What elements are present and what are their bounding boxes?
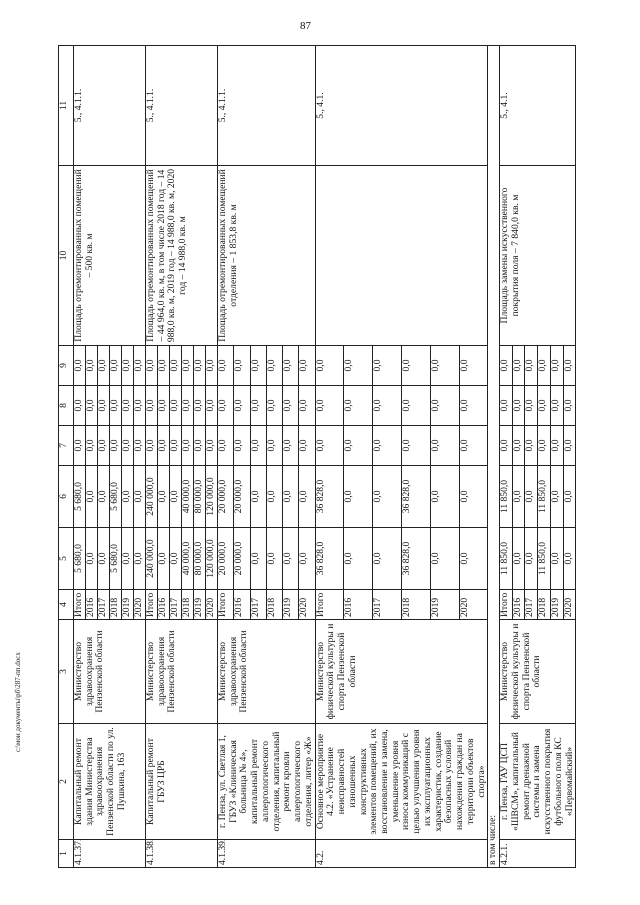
row-number: 4.1.37.	[74, 840, 146, 868]
amount-cell: 0,0	[538, 386, 551, 426]
amount-cell: 0,0	[266, 426, 282, 466]
year-cell: 2018	[401, 590, 430, 620]
year-cell: 2019	[283, 590, 299, 620]
amount-cell: 0,0	[373, 386, 402, 426]
amount-cell: 0,0	[401, 346, 430, 386]
amount-cell: 0,0	[315, 346, 344, 386]
indicator: Площадь отремонтированных помещений отделения – 1 853,8 кв. м	[218, 166, 316, 346]
amount-cell: 40 000,0	[182, 528, 194, 590]
amount-cell: 0,0	[170, 346, 182, 386]
year-cell: 2020	[299, 590, 315, 620]
year-cell: 2019	[430, 590, 459, 620]
amount-cell: 0,0	[170, 386, 182, 426]
amount-cell: 0,0	[401, 386, 430, 426]
amount-cell: 0,0	[158, 426, 170, 466]
year-cell: Итого	[500, 590, 513, 620]
amount-cell: 0,0	[122, 466, 134, 528]
amount-cell: 0,0	[344, 426, 373, 466]
amount-cell: 0,0	[538, 426, 551, 466]
amount-cell: 0,0	[194, 386, 206, 426]
amount-cell: 0,0	[512, 466, 525, 528]
amount-cell: 0,0	[299, 426, 315, 466]
row-number: 4.2.1.	[500, 840, 576, 868]
amount-cell: 0,0	[266, 528, 282, 590]
amount-cell: 0,0	[525, 466, 538, 528]
year-cell: 2016	[512, 590, 525, 620]
year-cell: Итого	[146, 590, 158, 620]
executor: Министерство физической культуры и спорта Пензенской области	[500, 620, 576, 724]
reference: 5., 4.1.	[500, 46, 576, 166]
executor: Министерство здравоохранения Пензенской области	[74, 620, 146, 724]
reference: 5., 4.1.1.	[74, 46, 146, 166]
amount-cell: 0,0	[250, 426, 266, 466]
amount-cell: 0,0	[134, 346, 146, 386]
amount-cell: 0,0	[344, 466, 373, 528]
amount-cell: 240 000,0	[146, 528, 158, 590]
amount-cell: 0,0	[122, 426, 134, 466]
year-cell: 2018	[538, 590, 551, 620]
amount-cell: 0,0	[563, 528, 576, 590]
amount-cell: 0,0	[122, 386, 134, 426]
amount-cell: 5 680,0	[110, 466, 122, 528]
amount-cell: 0,0	[182, 426, 194, 466]
amount-cell: 0,0	[500, 386, 513, 426]
measure-name: Капитальный ремонт здания Министерства здравоохранения Пензенской области по ул. Пушкина, 163	[74, 724, 146, 840]
reference: 5., 4.1.	[315, 46, 488, 166]
amount-cell: 0,0	[234, 346, 250, 386]
column-header-10: 10	[59, 166, 74, 346]
amount-cell: 0,0	[218, 346, 234, 386]
amount-cell: 0,0	[430, 466, 459, 528]
amount-cell: 0,0	[459, 346, 488, 386]
amount-cell: 0,0	[134, 528, 146, 590]
amount-cell: 20 000,0	[234, 466, 250, 528]
amount-cell: 0,0	[194, 346, 206, 386]
amount-cell: 0,0	[86, 426, 98, 466]
amount-cell: 0,0	[170, 466, 182, 528]
amount-cell: 0,0	[110, 426, 122, 466]
year-cell: 2017	[250, 590, 266, 620]
amount-cell: 0,0	[299, 346, 315, 386]
row-number: 4.1.39.	[218, 840, 316, 868]
amount-cell: 0,0	[250, 528, 266, 590]
column-header-6: 6	[59, 466, 74, 528]
amount-cell: 0,0	[266, 386, 282, 426]
executor: Министерство здравоохранения Пензенской области	[146, 620, 218, 724]
program-measures-table	[58, 45, 576, 868]
year-cell: Итого	[218, 590, 234, 620]
amount-cell: 0,0	[158, 528, 170, 590]
amount-cell: 0,0	[373, 466, 402, 528]
amount-cell: 0,0	[283, 466, 299, 528]
amount-cell: 0,0	[512, 386, 525, 426]
reference: 5., 4.1.1.	[146, 46, 218, 166]
amount-cell: 0,0	[315, 386, 344, 426]
amount-cell: 0,0	[74, 346, 86, 386]
amount-cell: 0,0	[550, 528, 563, 590]
amount-cell: 0,0	[134, 466, 146, 528]
amount-cell: 5 680,0	[110, 528, 122, 590]
amount-cell: 0,0	[250, 386, 266, 426]
amount-cell: 0,0	[110, 346, 122, 386]
amount-cell: 0,0	[525, 386, 538, 426]
table-row	[74, 46, 86, 868]
amount-cell: 0,0	[134, 426, 146, 466]
amount-cell: 0,0	[512, 528, 525, 590]
file-path-footer: c:\мои документы\рб\287-пп.docx	[14, 652, 22, 752]
amount-cell: 120 000,0	[206, 528, 218, 590]
column-header-11: 11	[59, 46, 74, 166]
amount-cell: 0,0	[98, 426, 110, 466]
year-cell: 2016	[234, 590, 250, 620]
amount-cell: 0,0	[550, 466, 563, 528]
amount-cell: 0,0	[373, 528, 402, 590]
amount-cell: 0,0	[283, 386, 299, 426]
amount-cell: 0,0	[500, 426, 513, 466]
year-cell: 2019	[194, 590, 206, 620]
amount-cell: 0,0	[122, 346, 134, 386]
subtotal-label: в том числе:	[488, 46, 500, 868]
amount-cell: 0,0	[86, 346, 98, 386]
amount-cell: 0,0	[299, 386, 315, 426]
year-cell: 2019	[550, 590, 563, 620]
amount-cell: 5 680,0	[74, 466, 86, 528]
amount-cell: 0,0	[146, 426, 158, 466]
amount-cell: 0,0	[98, 466, 110, 528]
amount-cell: 36 828,0	[315, 528, 344, 590]
amount-cell: 0,0	[98, 346, 110, 386]
amount-cell: 36 828,0	[401, 528, 430, 590]
amount-cell: 0,0	[550, 386, 563, 426]
amount-cell: 11 850,0	[538, 466, 551, 528]
amount-cell: 0,0	[86, 466, 98, 528]
year-cell: 2018	[110, 590, 122, 620]
amount-cell: 0,0	[344, 346, 373, 386]
amount-cell: 0,0	[234, 386, 250, 426]
amount-cell: 0,0	[158, 346, 170, 386]
amount-cell: 0,0	[218, 386, 234, 426]
amount-cell: 36 828,0	[401, 466, 430, 528]
amount-cell: 0,0	[250, 466, 266, 528]
year-cell: 2016	[86, 590, 98, 620]
amount-cell: 120 000,0	[206, 466, 218, 528]
table-row	[500, 46, 513, 868]
subtotal-label-row	[488, 46, 500, 868]
amount-cell: 0,0	[74, 386, 86, 426]
amount-cell: 0,0	[315, 426, 344, 466]
year-cell: Итого	[74, 590, 86, 620]
amount-cell: 11 850,0	[538, 528, 551, 590]
amount-cell: 0,0	[299, 466, 315, 528]
amount-cell: 0,0	[512, 426, 525, 466]
amount-cell: 0,0	[283, 346, 299, 386]
year-cell: 2017	[373, 590, 402, 620]
amount-cell: 0,0	[512, 346, 525, 386]
amount-cell: 0,0	[194, 426, 206, 466]
amount-cell: 0,0	[266, 346, 282, 386]
column-header-5: 5	[59, 528, 74, 590]
amount-cell: 40 000,0	[182, 466, 194, 528]
amount-cell: 0,0	[401, 426, 430, 466]
amount-cell: 0,0	[182, 346, 194, 386]
amount-cell: 11 850,0	[500, 466, 513, 528]
indicator: Площадь замены искусственного покрытия поля – 7 840,0 кв. м	[500, 166, 576, 346]
table-row	[146, 46, 158, 868]
amount-cell: 0,0	[134, 386, 146, 426]
amount-cell: 0,0	[344, 528, 373, 590]
executor: Министерство здравоохранения Пензенской области	[218, 620, 316, 724]
amount-cell: 0,0	[158, 386, 170, 426]
amount-cell: 20 000,0	[234, 528, 250, 590]
amount-cell: 0,0	[459, 426, 488, 466]
amount-cell: 0,0	[110, 386, 122, 426]
amount-cell: 0,0	[182, 386, 194, 426]
amount-cell: 0,0	[430, 386, 459, 426]
column-header-1: 1	[59, 840, 74, 868]
amount-cell: 0,0	[563, 386, 576, 426]
amount-cell: 80 000,0	[194, 466, 206, 528]
amount-cell: 0,0	[373, 426, 402, 466]
amount-cell: 0,0	[266, 466, 282, 528]
amount-cell: 0,0	[158, 466, 170, 528]
reference: 5., 4.1.1.	[218, 46, 316, 166]
amount-cell: 0,0	[538, 346, 551, 386]
amount-cell: 0,0	[430, 528, 459, 590]
amount-cell: 0,0	[86, 528, 98, 590]
header-row	[59, 46, 74, 868]
year-cell: 2020	[459, 590, 488, 620]
amount-cell: 0,0	[283, 426, 299, 466]
amount-cell: 0,0	[206, 346, 218, 386]
amount-cell: 0,0	[250, 346, 266, 386]
column-header-2: 2	[59, 724, 74, 840]
year-cell: 2020	[134, 590, 146, 620]
amount-cell: 0,0	[430, 346, 459, 386]
amount-cell: 0,0	[299, 528, 315, 590]
amount-cell: 0,0	[525, 528, 538, 590]
amount-cell: 0,0	[563, 466, 576, 528]
amount-cell: 0,0	[122, 528, 134, 590]
amount-cell: 0,0	[500, 346, 513, 386]
amount-cell: 0,0	[234, 426, 250, 466]
amount-cell: 0,0	[373, 346, 402, 386]
amount-cell: 0,0	[206, 386, 218, 426]
amount-cell: 0,0	[459, 528, 488, 590]
amount-cell: 5 680,0	[74, 528, 86, 590]
table-body	[74, 46, 576, 868]
year-cell: Итого	[315, 590, 344, 620]
measure-name: Основное мероприятие 4.2. «Устранение неисправностей изношенных конструктивных элементов помещений, их восстановление и замена, уменьшение уровня износа коммуникаций с целью улучшения уровня их эксплуатационных характеристик, создание безопасных условий нахождения граждан на территории объектов спорта»	[315, 724, 488, 840]
amount-cell: 0,0	[550, 346, 563, 386]
indicator: Площадь отремонтированных помещений – 44 964,0 кв. м, в том числе 2018 год – 14 988,0 кв. м, 2019 год – 14 988,0 кв. м, 2020 год – 14 988,0 кв. м	[146, 166, 218, 346]
year-cell: 2018	[182, 590, 194, 620]
year-cell: 2020	[563, 590, 576, 620]
amount-cell: 0,0	[525, 346, 538, 386]
amount-cell: 0,0	[563, 346, 576, 386]
amount-cell: 0,0	[550, 426, 563, 466]
row-number: 4.2.	[315, 840, 488, 868]
executor: Министерство физической культуры и спорта Пензенской области	[315, 620, 488, 724]
amount-cell: 20 000,0	[218, 528, 234, 590]
row-number: 4.1.38.	[146, 840, 218, 868]
column-header-4: 4	[59, 590, 74, 620]
amount-cell: 240 000,0	[146, 466, 158, 528]
indicator	[315, 166, 488, 346]
year-cell: 2017	[98, 590, 110, 620]
year-cell: 2017	[525, 590, 538, 620]
column-header-9: 9	[59, 346, 74, 386]
page-number: 87	[300, 20, 311, 32]
indicator: Площадь отремонтированных помещений – 500 кв. м	[74, 166, 146, 346]
amount-cell: 20 000,0	[218, 466, 234, 528]
amount-cell: 0,0	[170, 426, 182, 466]
amount-cell: 0,0	[86, 386, 98, 426]
amount-cell: 0,0	[206, 426, 218, 466]
amount-cell: 0,0	[218, 426, 234, 466]
column-header-3: 3	[59, 620, 74, 724]
year-cell: 2017	[170, 590, 182, 620]
column-header-8: 8	[59, 386, 74, 426]
amount-cell: 0,0	[98, 386, 110, 426]
amount-cell: 0,0	[525, 426, 538, 466]
table-row	[315, 46, 344, 868]
amount-cell: 0,0	[563, 426, 576, 466]
amount-cell: 0,0	[170, 528, 182, 590]
amount-cell: 0,0	[430, 426, 459, 466]
measure-name: Капитальный ремонт ГБУЗ ЦРБ	[146, 724, 218, 840]
amount-cell: 0,0	[146, 346, 158, 386]
amount-cell: 0,0	[283, 528, 299, 590]
amount-cell: 0,0	[459, 466, 488, 528]
year-cell: 2019	[122, 590, 134, 620]
measure-name: г. Пенза, ГАУ ЦСП «ШВСМ», капитальный ремонт дренажной системы и замена искусственного покрытия футбольного поля КС «Первомайский»	[500, 724, 576, 840]
year-cell: 2016	[158, 590, 170, 620]
amount-cell: 11 850,0	[500, 528, 513, 590]
amount-cell: 0,0	[146, 386, 158, 426]
amount-cell: 0,0	[74, 426, 86, 466]
year-cell: 2016	[344, 590, 373, 620]
amount-cell: 0,0	[98, 528, 110, 590]
year-cell: 2018	[266, 590, 282, 620]
rotated-table-wrapper	[58, 46, 575, 868]
measure-name: г. Пенза, ул. Светлая 1, ГБУЗ «Клиническая больница № 4», капитальный ремонт аллергологического отделения, капитальный ремонт кровли аллергологического отделения, литер «Ж»	[218, 724, 316, 840]
table-row	[218, 46, 234, 868]
year-cell: 2020	[206, 590, 218, 620]
amount-cell: 80 000,0	[194, 528, 206, 590]
column-header-7: 7	[59, 426, 74, 466]
amount-cell: 0,0	[459, 386, 488, 426]
amount-cell: 36 828,0	[315, 466, 344, 528]
amount-cell: 0,0	[344, 386, 373, 426]
